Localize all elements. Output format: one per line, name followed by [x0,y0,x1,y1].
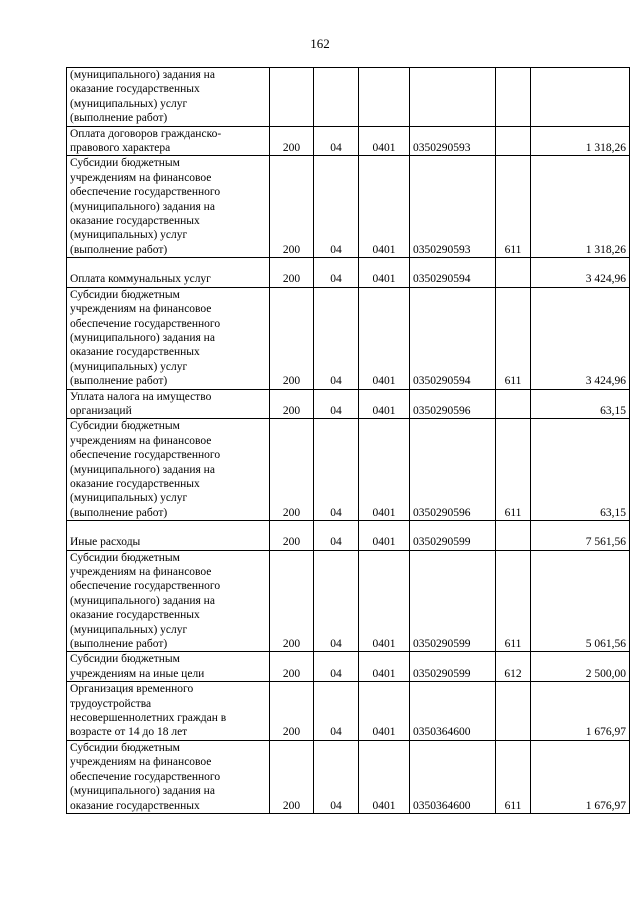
amount-cell: 63,15 [531,419,630,521]
target-article-code-cell: 0350290594 [410,287,496,389]
section-code-cell: 04 [314,126,359,156]
target-article-code-cell: 0350290596 [410,389,496,419]
table-row [67,156,630,258]
table-row [67,389,630,419]
target-article-code-cell: 0350290599 [410,521,496,550]
admin-code-cell: 200 [270,126,314,156]
table-row [67,419,630,521]
subsection-code-cell: 0401 [359,682,410,741]
target-article-code-cell: 0350364600 [410,682,496,741]
table-row [67,521,630,550]
admin-code-cell: 200 [270,521,314,550]
expense-type-code-cell: 612 [496,652,531,682]
target-article-code-cell: 0350290596 [410,419,496,521]
section-code-cell: 04 [314,419,359,521]
amount-cell: 1 318,26 [531,156,630,258]
expense-type-code-cell: 611 [496,419,531,521]
subsection-code-cell: 0401 [359,287,410,389]
expense-type-code-cell [496,126,531,156]
table-row [67,258,630,287]
subsection-code-cell: 0401 [359,126,410,156]
target-article-code-cell: 0350290593 [410,156,496,258]
amount-cell: 1 676,97 [531,740,630,813]
amount-cell: 3 424,96 [531,287,630,389]
expense-type-code-cell: 611 [496,550,531,652]
section-code-cell [314,68,359,127]
item-name-cell: Оплата договоров гражданско- правового характера [67,126,270,156]
item-name-cell: Субсидии бюджетным учреждениям на финансовое обеспечение государственного (муниципального) задания на оказание государственных (муниципальных) услуг (выполнение работ) [67,550,270,652]
item-name-cell: Иные расходы [67,521,270,550]
subsection-code-cell: 0401 [359,550,410,652]
expense-type-code-cell [496,521,531,550]
subsection-code-cell: 0401 [359,521,410,550]
admin-code-cell: 200 [270,740,314,813]
table-row [67,287,630,389]
section-code-cell: 04 [314,156,359,258]
item-name-cell: Субсидии бюджетным учреждениям на финансовое обеспечение государственного (муниципального) задания на оказание государственных (муниципальных) услуг (выполнение работ) [67,156,270,258]
table-row [67,740,630,813]
expense-type-code-cell [496,682,531,741]
table-row [67,550,630,652]
admin-code-cell [270,68,314,127]
target-article-code-cell: 0350290594 [410,258,496,287]
admin-code-cell: 200 [270,389,314,419]
item-name-cell: Уплата налога на имущество организаций [67,389,270,419]
expense-type-code-cell: 611 [496,287,531,389]
subsection-code-cell: 0401 [359,419,410,521]
section-code-cell: 04 [314,652,359,682]
section-code-cell: 04 [314,550,359,652]
item-name-cell: Субсидии бюджетным учреждениям на иные цели [67,652,270,682]
item-name-cell: Субсидии бюджетным учреждениям на финансовое обеспечение государственного (муниципального) задания на оказание государственных [67,740,270,813]
subsection-code-cell: 0401 [359,258,410,287]
budget-table [66,67,630,814]
expense-type-code-cell [496,68,531,127]
section-code-cell: 04 [314,287,359,389]
table-row [67,68,630,127]
section-code-cell: 04 [314,389,359,419]
expense-type-code-cell: 611 [496,156,531,258]
section-code-cell: 04 [314,258,359,287]
subsection-code-cell: 0401 [359,652,410,682]
admin-code-cell: 200 [270,258,314,287]
admin-code-cell: 200 [270,287,314,389]
admin-code-cell: 200 [270,550,314,652]
amount-cell: 63,15 [531,389,630,419]
table-row [67,126,630,156]
item-name-cell: (муниципального) задания на оказание государственных (муниципальных) услуг (выполнение работ) [67,68,270,127]
table-row [67,652,630,682]
amount-cell: 1 318,26 [531,126,630,156]
amount-cell: 2 500,00 [531,652,630,682]
expense-type-code-cell [496,258,531,287]
table-row [67,682,630,741]
amount-cell: 1 676,97 [531,682,630,741]
target-article-code-cell: 0350290599 [410,550,496,652]
admin-code-cell: 200 [270,419,314,521]
item-name-cell: Субсидии бюджетным учреждениям на финансовое обеспечение государственного (муниципального) задания на оказание государственных (муниципальных) услуг (выполнение работ) [67,287,270,389]
subsection-code-cell: 0401 [359,740,410,813]
amount-cell: 3 424,96 [531,258,630,287]
target-article-code-cell: 0350364600 [410,740,496,813]
target-article-code-cell [410,68,496,127]
subsection-code-cell: 0401 [359,389,410,419]
section-code-cell: 04 [314,740,359,813]
section-code-cell: 04 [314,682,359,741]
admin-code-cell: 200 [270,652,314,682]
admin-code-cell: 200 [270,156,314,258]
admin-code-cell: 200 [270,682,314,741]
item-name-cell: Субсидии бюджетным учреждениям на финансовое обеспечение государственного (муниципального) задания на оказание государственных (муниципальных) услуг (выполнение работ) [67,419,270,521]
target-article-code-cell: 0350290599 [410,652,496,682]
item-name-cell: Организация временного трудоустройства несовершеннолетних граждан в возрасте от 14 до 18 лет [67,682,270,741]
amount-cell [531,68,630,127]
expense-type-code-cell: 611 [496,740,531,813]
page-number: 162 [310,36,330,51]
section-code-cell: 04 [314,521,359,550]
subsection-code-cell [359,68,410,127]
expense-type-code-cell [496,389,531,419]
amount-cell: 7 561,56 [531,521,630,550]
amount-cell: 5 061,56 [531,550,630,652]
target-article-code-cell: 0350290593 [410,126,496,156]
subsection-code-cell: 0401 [359,156,410,258]
item-name-cell: Оплата коммунальных услуг [67,258,270,287]
budget-table-body [67,68,630,814]
